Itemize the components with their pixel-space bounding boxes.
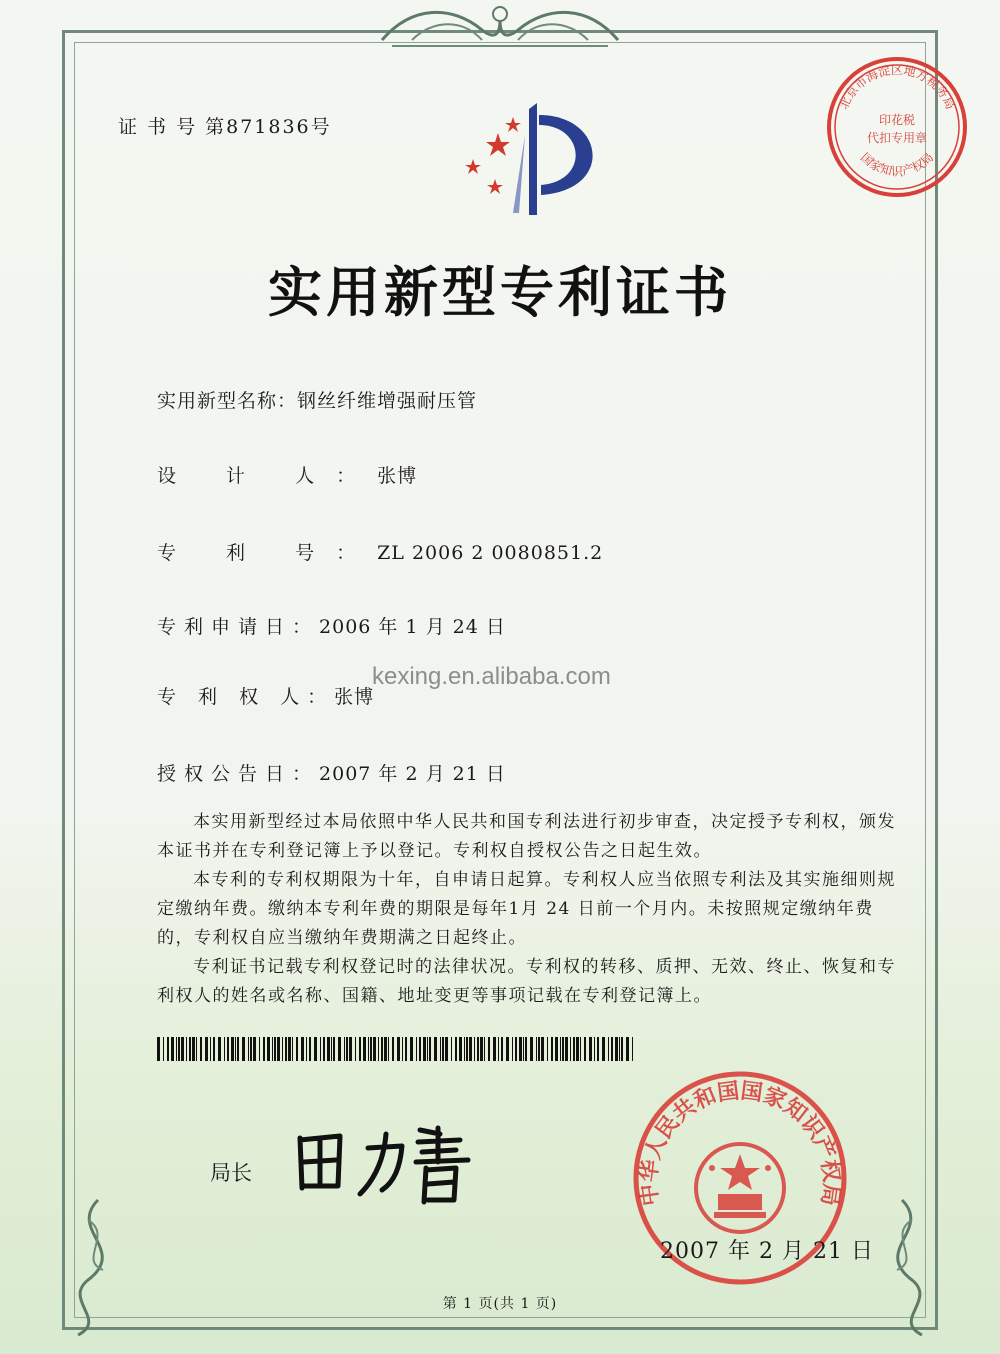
director-title: 局长 — [210, 1161, 252, 1185]
field-patentee — [157, 682, 374, 709]
top-ornament — [372, 0, 628, 52]
certificate-number: 证 书 号 第871836号 — [118, 116, 332, 138]
field-utility-model-name — [157, 386, 477, 413]
body-paragraph: 专利证书记载专利权登记时的法律状况。专利权的转移、质押、无效、终止、恢复和专利权人的姓名或名称、国籍、地址变更等事项记载在专利登记簿上。 — [157, 957, 896, 1006]
field-value: 张博 — [377, 465, 418, 487]
field-application-date — [157, 612, 506, 639]
field-value: 张博 — [334, 686, 375, 708]
field-label: 实用新型名称： — [157, 390, 298, 412]
national-emblem-icon — [696, 1144, 784, 1232]
tax-stamp-outer-text: 北京市海淀区地方税务局 — [836, 63, 958, 112]
field-label: 授权公告日： — [157, 763, 320, 785]
watermark: kexing.en.alibaba.com — [372, 663, 611, 690]
certificate-body — [157, 808, 909, 1011]
field-designer — [157, 461, 417, 488]
barcode — [157, 1037, 635, 1061]
certificate-title: 实用新型专利证书 — [268, 260, 732, 324]
tax-stamp-bottom-text: 国家知识产权局 — [857, 150, 937, 179]
svg-text:国家知识产权局 — [858, 150, 936, 178]
director-signature — [290, 1118, 490, 1210]
body-paragraph: 本专利的专利权期限为十年，自申请日起算。专利权人应当依照专利法及其实施细则规定缴纳年费。缴纳本专利年费的期限是每年1月 24 日前一个月内。未按照规定缴纳年费的，专利权自应当缴纳年费期满之日起终止。 — [157, 870, 896, 948]
tax-stamp-line-1: 印花税 — [878, 113, 916, 127]
body-paragraph: 本实用新型经过本局依照中华人民共和国专利法进行初步审查，决定授予专利权，颁发本证书并在专利登记簿上予以登记。专利权自授权公告之日起生效。 — [157, 812, 896, 861]
tax-stamp-line-2: 代扣专用章 — [866, 131, 928, 145]
bottom-left-ornament — [58, 1190, 138, 1340]
tax-stamp — [822, 52, 972, 202]
field-label: 专 利 号： — [157, 542, 378, 564]
grant-date: 2007 年 2 月 21 日 — [660, 1239, 874, 1264]
field-patent-number — [157, 538, 603, 565]
field-value: 钢丝纤维增强耐压管 — [297, 390, 478, 412]
bottom-right-ornament — [862, 1190, 942, 1340]
field-label: 设 计 人： — [157, 465, 378, 487]
svg-text:北京市海淀区地方税务局 — [836, 62, 957, 111]
field-value: 2007 年 2 月 21 日 — [319, 763, 506, 785]
field-value: ZL 2006 2 0080851.2 — [377, 542, 604, 564]
seal-outer-text: 中华人民共和国国家知识产权局 — [636, 1078, 844, 1208]
field-announcement-date — [157, 759, 506, 786]
patent-office-logo — [455, 95, 615, 225]
field-value: 2006 年 1 月 24 日 — [319, 616, 506, 638]
page-number: 第 1 页(共 1 页) — [442, 1296, 558, 1312]
field-label: 专 利 权 人： — [157, 686, 335, 708]
field-label: 专利申请日： — [157, 616, 320, 638]
